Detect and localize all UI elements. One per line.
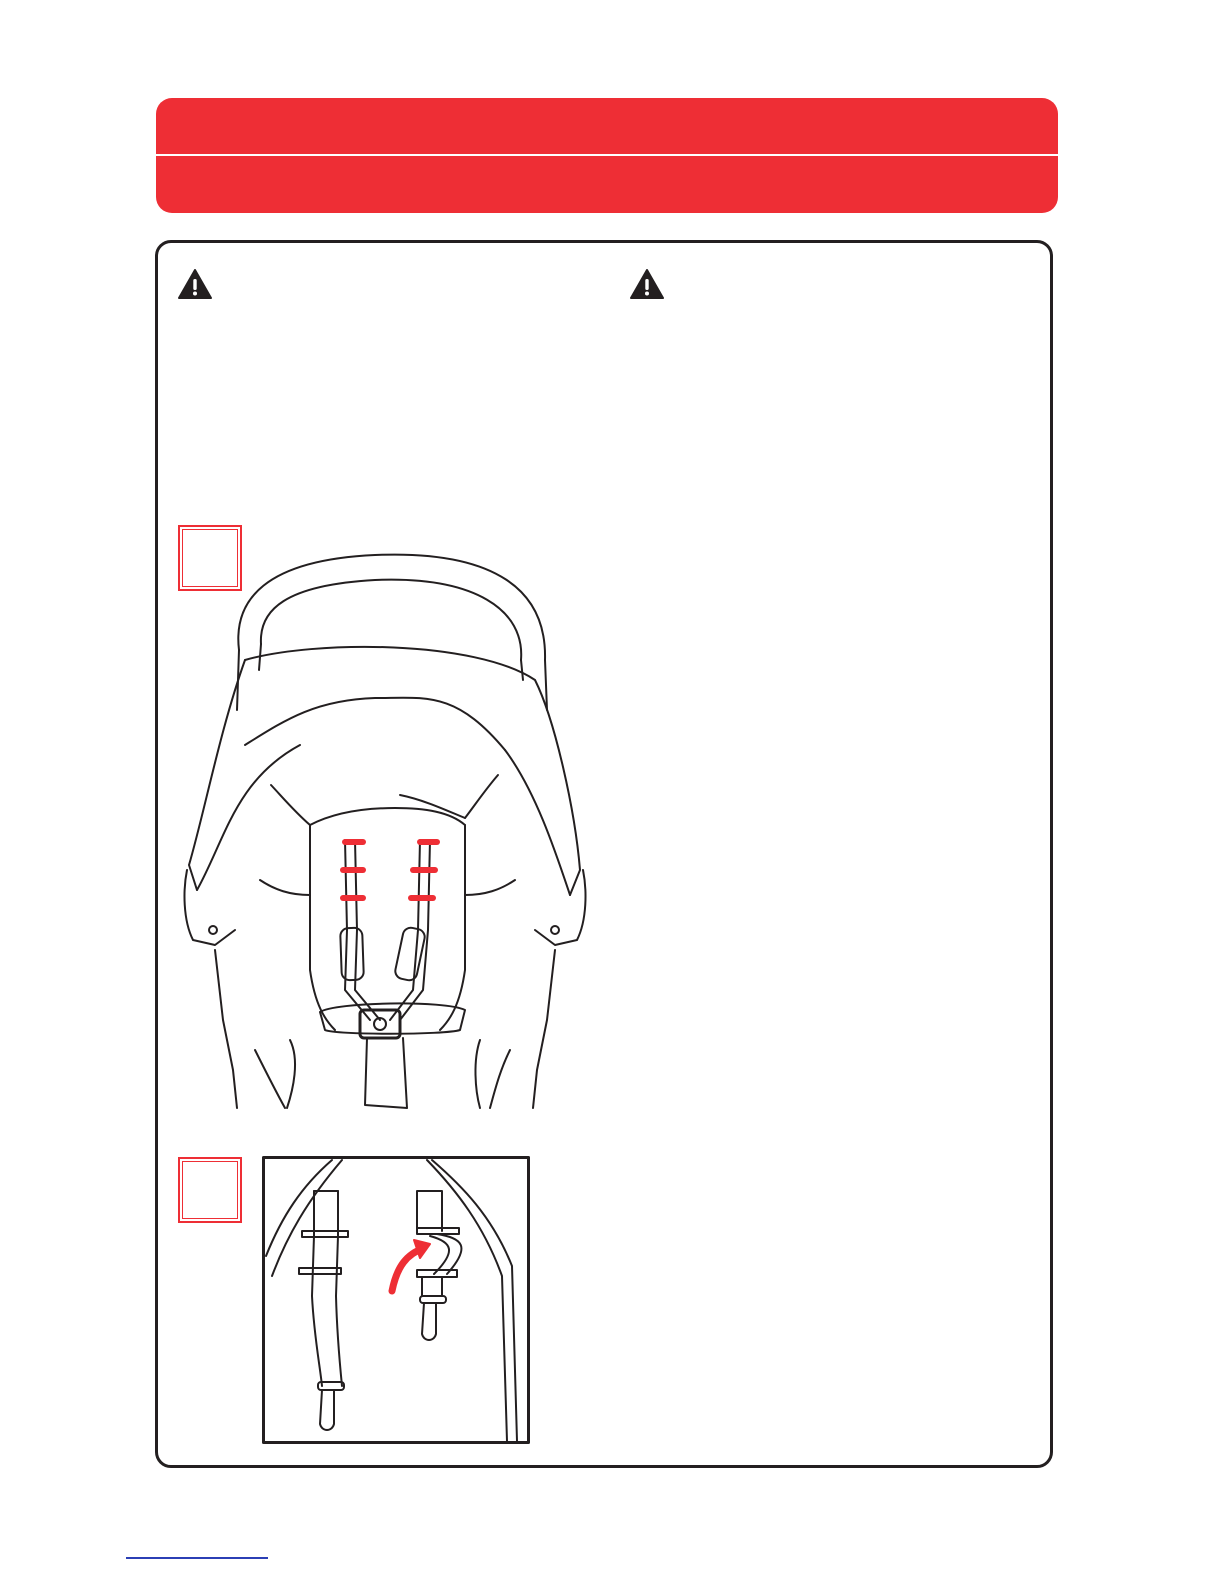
car-seat-harness-illustration <box>175 550 595 1110</box>
footer-link-underline[interactable] <box>126 1557 268 1559</box>
step-marker-2 <box>178 1157 242 1223</box>
harness-strap-detail-illustration <box>262 1156 530 1444</box>
header-divider <box>156 154 1058 156</box>
warning-triangle-icon <box>177 268 213 300</box>
warning-triangle-icon <box>629 268 665 300</box>
header-banner <box>156 98 1058 213</box>
